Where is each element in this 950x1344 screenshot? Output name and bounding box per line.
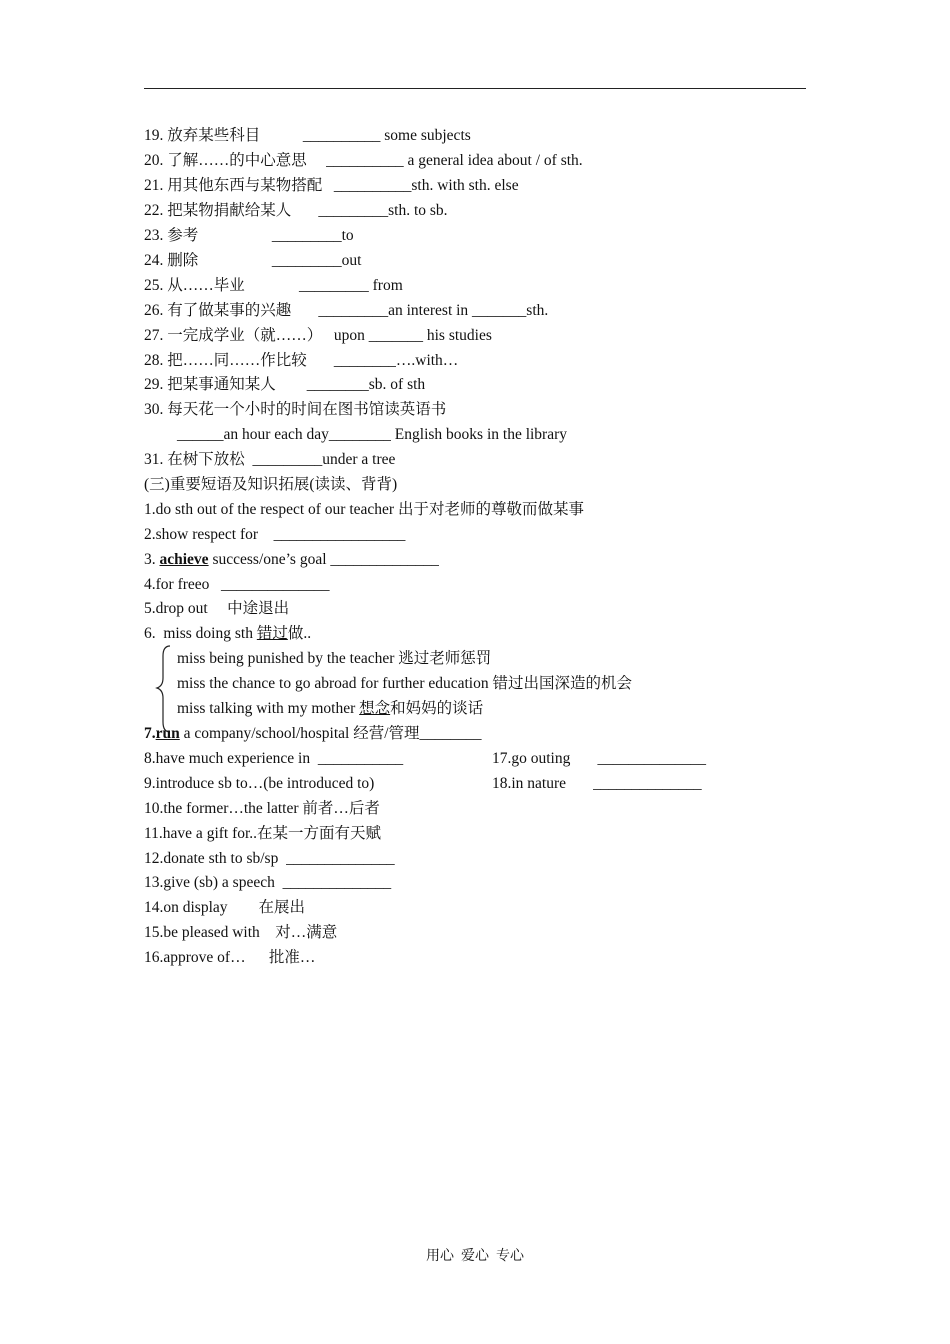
phrase-6-example-a: miss being punished by the teacher 逃过老师惩罚 (177, 650, 492, 667)
item-31: 31. 在树下放松 _________under a tree (144, 451, 396, 468)
item-26: 26. 有了做某事的兴趣 _________an interest in _______sth. (144, 302, 549, 319)
phrase-18: 18.in nature ______________ (492, 775, 702, 792)
item-20: 20. 了解……的中心意思 __________ a general idea about / of sth. (144, 152, 583, 169)
section-heading: (三)重要短语及知识拓展(读读、背背) (144, 476, 398, 493)
phrase-9: 9.introduce sb to…(be introduced to) (144, 775, 375, 792)
phrase-15: 15.be pleased with 对…满意 (144, 924, 338, 941)
phrase-3 (144, 550, 439, 570)
phrase-14: 14.on display 在展出 (144, 899, 306, 916)
phrase-7 (144, 724, 482, 744)
item-22: 22. 把某物捐献给某人 _________sth. to sb. (144, 202, 448, 219)
phrase-6c-text: miss talking with my mother (177, 700, 360, 717)
phrase-6-underlined: 错过 (256, 625, 288, 642)
item-21: 21. 用其他东西与某物搭配 __________sth. with sth. else (144, 177, 519, 194)
phrase-5: 5.drop out 中途退出 (144, 600, 290, 617)
phrase-6-text: 6. miss doing sth (144, 625, 257, 642)
header-rule (144, 88, 806, 89)
item-19: 19. 放弃某些科目 __________ some subjects (144, 127, 471, 144)
phrase-7-keyword: run (155, 725, 180, 742)
item-25: 25. 从……毕业 _________ from (144, 277, 403, 294)
page-footer: 用心 爱心 专心 (426, 1249, 524, 1264)
phrase-17: 17.go outing ______________ (492, 750, 706, 767)
phrase-4: 4.for freeo ______________ (144, 576, 330, 593)
phrase-16: 16.approve of… 批准… (144, 949, 316, 966)
phrase-3-keyword: achieve (159, 551, 209, 568)
phrase-10: 10.the former…the latter 前者…后者 (144, 800, 380, 817)
item-30: 30. 每天花一个小时的时间在图书馆读英语书 (144, 401, 447, 418)
phrase-6-example-c (177, 699, 483, 719)
item-30-answer: ______an hour each day________ English books in the library (177, 426, 568, 443)
phrase-1: 1.do sth out of the respect of our teacher 出于对老师的尊敬而做某事 (144, 501, 584, 518)
phrase-6-suffix: 做.. (287, 625, 312, 642)
phrase-7-number: 7. (144, 725, 156, 742)
phrase-6 (144, 624, 311, 644)
item-27: 27. 一完成学业（就……） upon _______ his studies (144, 327, 492, 344)
phrase-7-text: a company/school/hospital 经营/管理________ (179, 725, 482, 742)
curly-brace (152, 644, 174, 734)
phrase-6c-underlined: 想念 (359, 700, 391, 717)
phrase-11: 11.have a gift for..在某一方面有天赋 (144, 825, 382, 842)
phrase-13: 13.give (sb) a speech ______________ (144, 874, 392, 891)
phrase-3-text: success/one’s goal ______________ (208, 551, 439, 568)
phrase-6c-suffix: 和妈妈的谈话 (390, 700, 484, 717)
phrase-6-example-b: miss the chance to go abroad for further education 错过出国深造的机会 (177, 675, 632, 692)
phrase-3-number: 3. (144, 551, 160, 568)
item-23: 23. 参考 _________to (144, 227, 354, 244)
item-29: 29. 把某事通知某人 ________sb. of sth (144, 376, 426, 393)
phrase-8: 8.have much experience in ___________ (144, 750, 404, 767)
item-28: 28. 把……同……作比较 ________….with… (144, 352, 459, 369)
phrase-12: 12.donate sth to sb/sp ______________ (144, 850, 395, 867)
item-24: 24. 删除 _________out (144, 252, 362, 269)
phrase-2: 2.show respect for _________________ (144, 526, 406, 543)
